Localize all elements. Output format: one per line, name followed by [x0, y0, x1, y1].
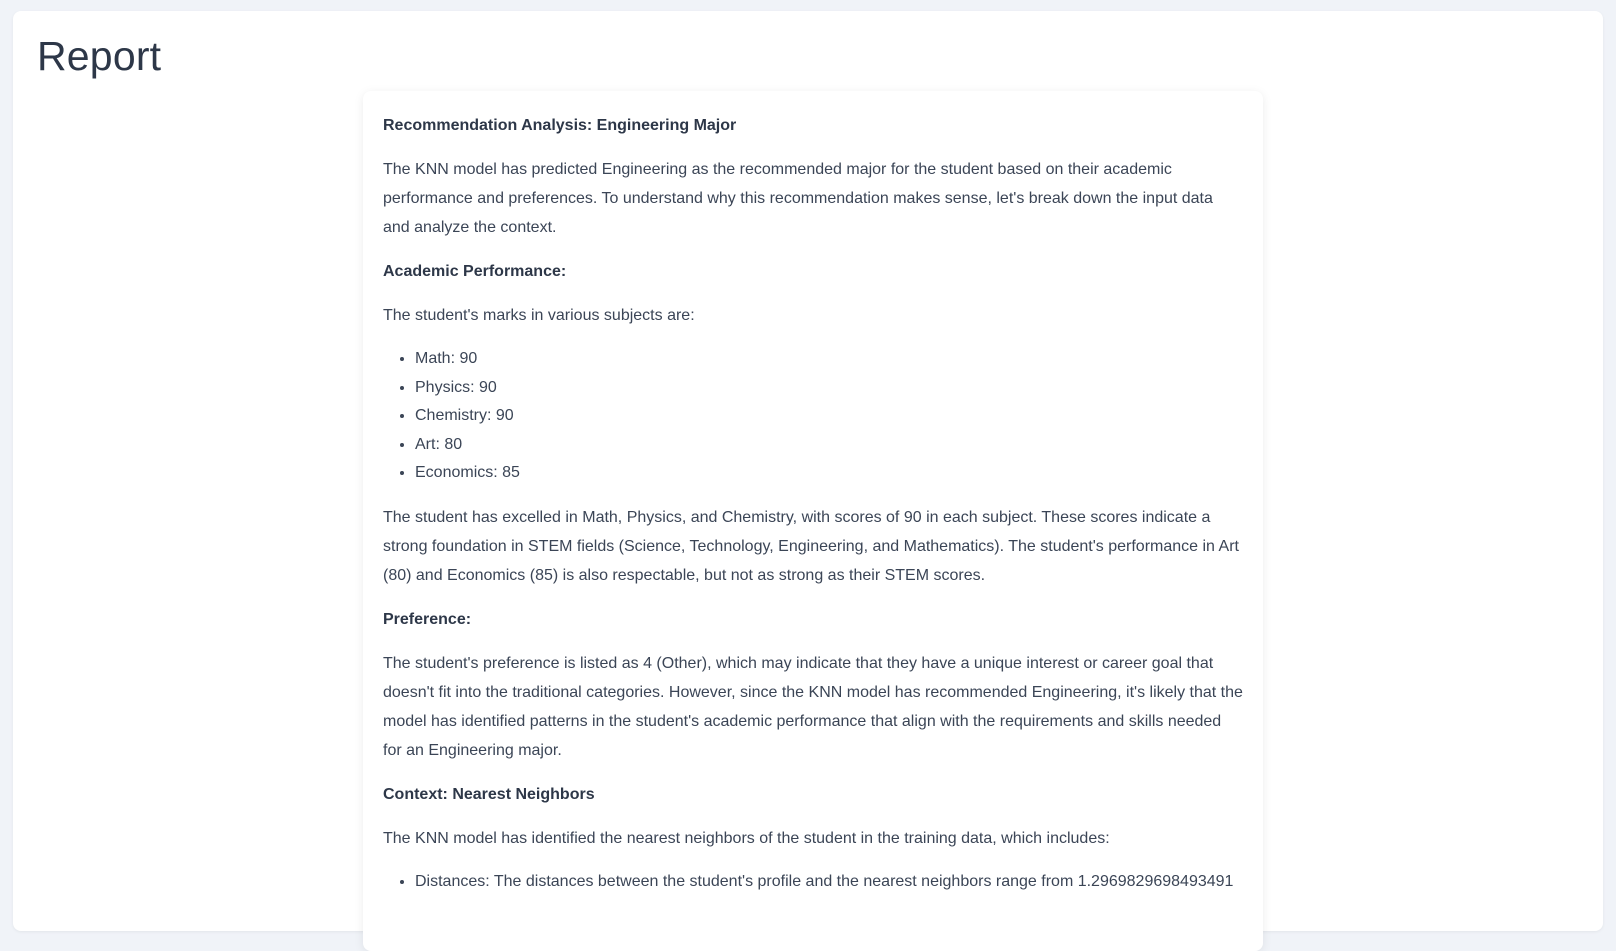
preference-paragraph: The student's preference is listed as 4 (Other), which may indicate that they have a unique interest or career goal that doesn't fit into the traditional categories. However, since the KNN model has recommended Engineering, it's likely that the model has identified patterns in the student's academic performance that align with the requirements and skills needed for an Engineering major.	[383, 654, 1243, 759]
mark-item-chemistry: • Chemistry: 90	[415, 402, 1243, 431]
mark-item-math: • Math: 90	[415, 345, 1243, 374]
report-page	[13, 11, 1603, 931]
academic-summary-paragraph: The student has excelled in Math, Physics, and Chemistry, with scores of 90 in each subject. These scores indicate a strong foundation in STEM fields (Science, Technology, Engineering, and Mathematics). The student's performance in Art (80) and Economics (85) is also respectable, but not as strong as their STEM scores.	[383, 508, 1239, 584]
mark-item-physics: • Physics: 90	[415, 374, 1243, 403]
mark-item-art: • Art: 80	[415, 431, 1243, 460]
report-card	[363, 91, 1263, 951]
page-title: Report	[37, 33, 162, 79]
context-list	[383, 868, 1243, 897]
academic-lead-paragraph: The student's marks in various subjects are:	[383, 307, 695, 324]
report-content	[363, 91, 1263, 896]
mark-item-economics: • Economics: 85	[415, 459, 1243, 488]
intro-paragraph: The KNN model has predicted Engineering as the recommended major for the student based on their academic performance and preferences. To understand why this recommendation makes sense, let's break down the input data and analyze the context.	[383, 161, 1213, 236]
context-item-distances: • Distances: The distances between the student's profile and the nearest neighbors range from 1.2969829698493491	[415, 868, 1243, 897]
report-heading: Recommendation Analysis: Engineering Major	[383, 117, 737, 134]
context-lead-paragraph: The KNN model has identified the nearest neighbors of the student in the training data, which includes:	[383, 829, 1110, 847]
academic-performance-heading: Academic Performance:	[383, 263, 567, 280]
preference-heading: Preference:	[383, 610, 472, 628]
context-heading: Context: Nearest Neighbors	[383, 785, 595, 803]
marks-list	[383, 345, 1243, 488]
